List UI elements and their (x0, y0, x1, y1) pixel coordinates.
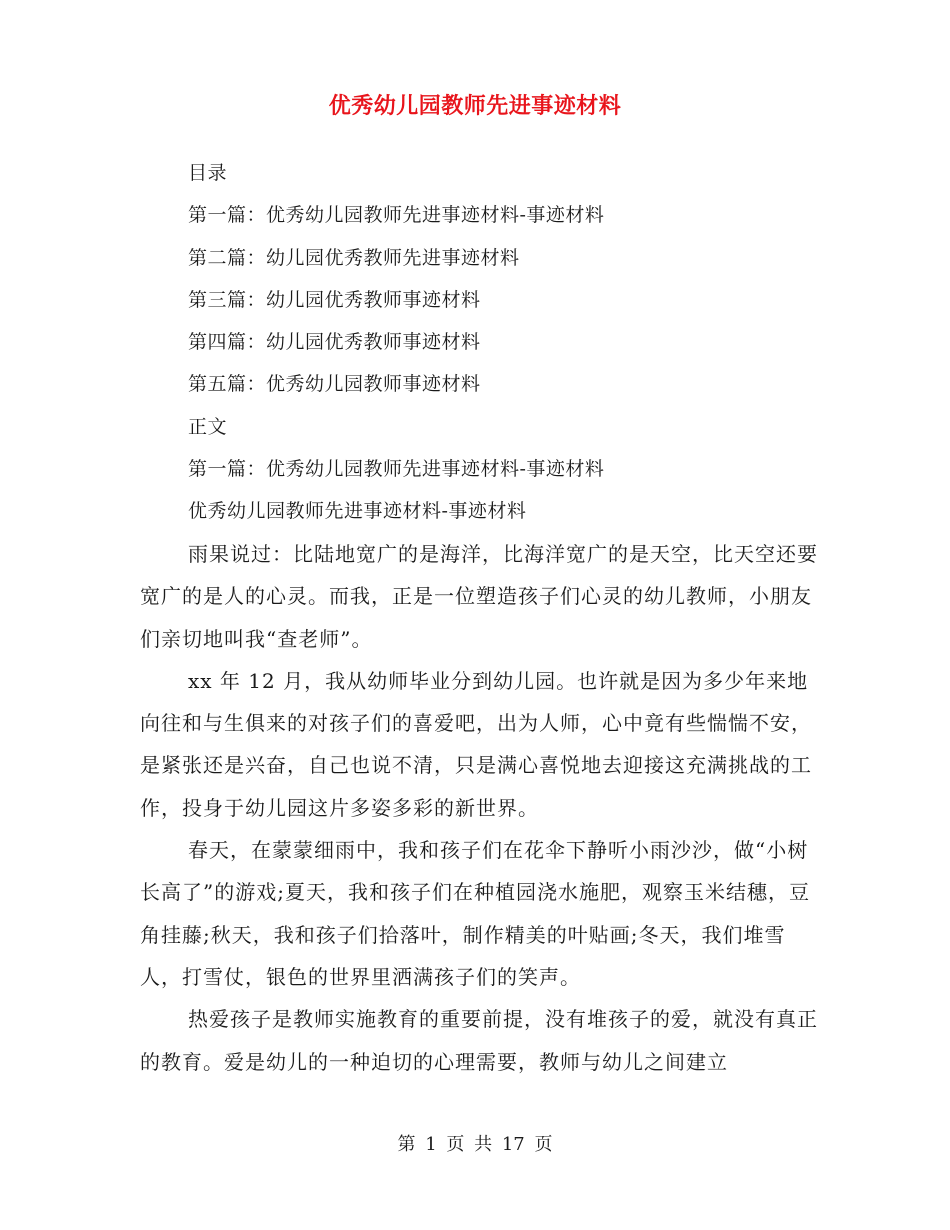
toc-item: 第三篇：幼儿园优秀教师事迹材料 (188, 288, 481, 311)
body-paragraph: xx 年 12 月，我从幼师毕业分到幼儿园。也许就是因为多少年来地向往和与生俱来的对孩子们的喜爱吧，出为人师，心中竟有些惴惴不安，是紧张还是兴奋，自己也说不清，只是满心喜悦地去迎接这充满挑战的工作，投身于幼儿园这片多姿多彩的新世界。 (140, 668, 812, 820)
page-footer: 第 1 页 共 17 页 (397, 1134, 553, 1155)
toc-item: 第二篇：幼儿园优秀教师先进事迹材料 (188, 246, 520, 269)
toc-item: 第四篇：幼儿园优秀教师事迹材料 (188, 331, 481, 354)
body-paragraph: 春天，在蒙蒙细雨中，我和孩子们在花伞下静听小雨沙沙，做“小树长高了”的游戏;夏天，我和孩子们在种植园浇水施肥，观察玉米结穗，豆角挂藤;秋天，我和孩子们拾落叶，制作精美的叶贴画;冬天，我们堆雪人，打雪仗，银色的世界里洒满孩子们的笑声。 (140, 838, 810, 989)
body-heading: 正文 (188, 415, 228, 438)
document-body (140, 533, 820, 1083)
body-paragraph: 雨果说过：比陆地宽广的是海洋，比海洋宽广的是天空，比天空还要宽广的是人的心灵。而我，正是一位塑造孩子们心灵的幼儿教师，小朋友们亲切地叫我“查老师”。 (140, 542, 818, 651)
toc-item: 第五篇：优秀幼儿园教师事迹材料 (188, 373, 481, 396)
section-subtitle: 优秀幼儿园教师先进事迹材料-事迹材料 (188, 500, 527, 523)
section-heading: 第一篇：优秀幼儿园教师先进事迹材料-事迹材料 (188, 458, 605, 481)
document-title: 优秀幼儿园教师先进事迹材料 (328, 93, 622, 119)
toc-heading: 目录 (188, 162, 228, 184)
toc-item: 第一篇：优秀幼儿园教师先进事迹材料-事迹材料 (188, 204, 605, 227)
body-paragraph: 热爱孩子是教师实施教育的重要前提，没有堆孩子的爱，就没有真正的教育。爱是幼儿的一种迫切的心理需要，教师与幼儿之间建立 (140, 1007, 818, 1074)
table-of-contents (188, 152, 828, 533)
